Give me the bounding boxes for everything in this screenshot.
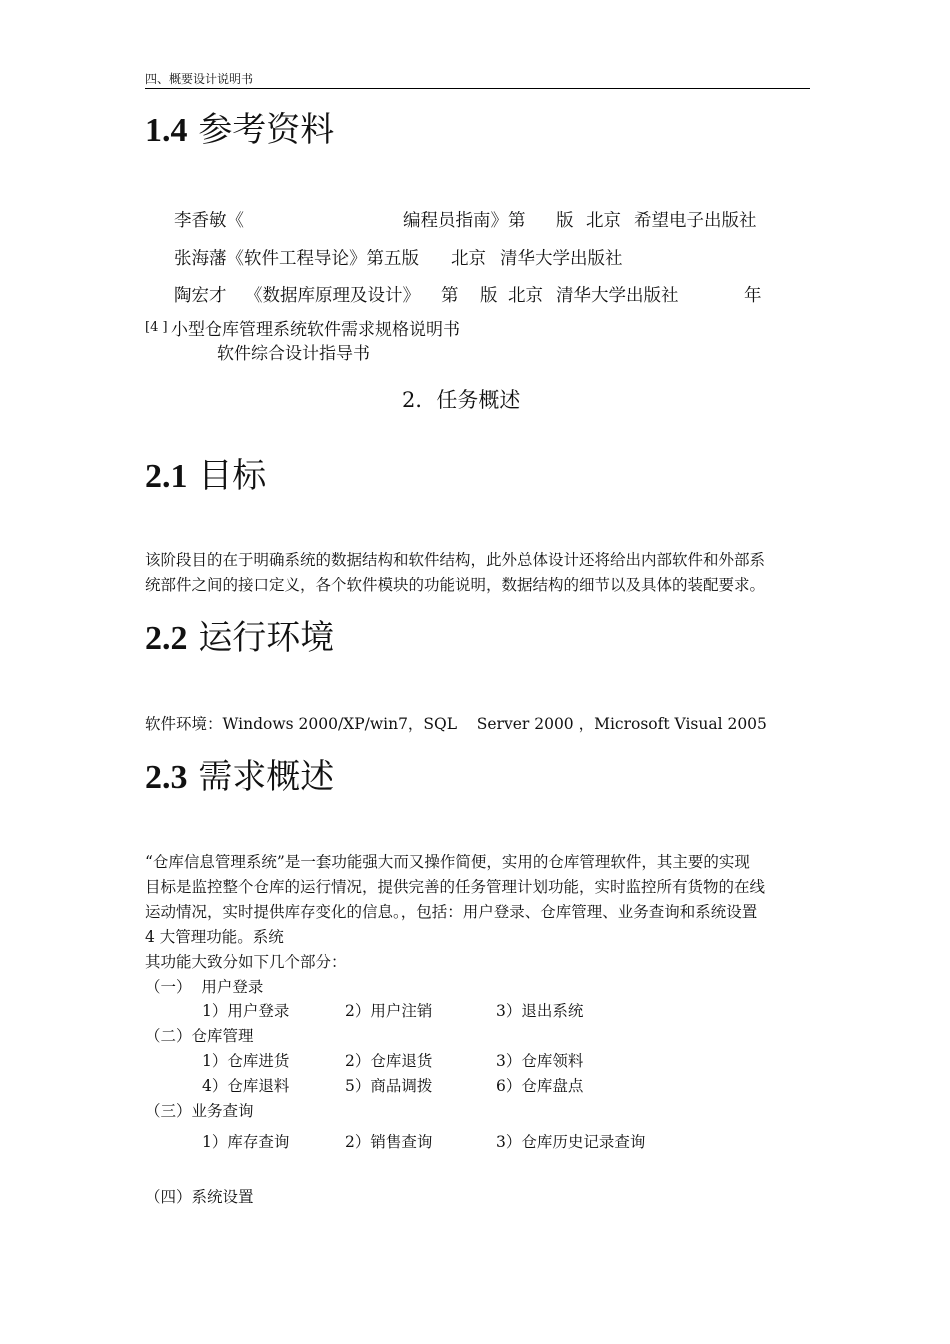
ref-3-year: 年 — [744, 286, 762, 306]
list-item: 6）仓库盘点 — [496, 1077, 584, 1095]
list-item: 1）用户登录 — [202, 1002, 290, 1020]
ref-1-author: 李香敏《 — [174, 211, 244, 231]
ref-1-edition: 版 — [556, 211, 574, 231]
list-item: 4）仓库退料 — [202, 1077, 290, 1095]
list-item: 1）库存查询 — [202, 1133, 290, 1151]
section-heading-1-4 — [145, 110, 334, 151]
group-warehouse-management: （二）仓库管理 — [145, 1027, 254, 1045]
list-item: 5）商品调拨 — [345, 1077, 433, 1095]
section-number: 2.2 — [145, 620, 188, 657]
section-number: 1.4 — [145, 112, 188, 149]
overview-line-1: “仓库信息管理系统”是一套功能强大而又操作简便，实用的仓库管理软件，其主要的实现 — [145, 853, 750, 871]
header-rule — [145, 88, 810, 89]
chapter-number: 2． — [402, 388, 437, 412]
running-header: 四、概要设计说明书 — [145, 72, 254, 86]
goal-paragraph-line-2: 统部件之间的接口定义，各个软件模块的功能说明，数据结构的细节以及具体的装配要求。 — [145, 576, 766, 594]
section-heading-2-1 — [145, 456, 266, 497]
ref-1-title: 编程员指南》第 — [403, 211, 526, 231]
section-number: 2.1 — [145, 458, 188, 495]
list-item: 3）仓库历史记录查询 — [496, 1133, 646, 1151]
overview-line-4: 4 大管理功能。系统 — [145, 928, 284, 946]
section-title: 目标 — [198, 456, 267, 496]
chapter-title: 任务概述 — [436, 388, 521, 412]
section-number: 2.3 — [145, 759, 188, 796]
ref-3-edition-prefix: 第 — [441, 286, 459, 306]
section-heading-2-3 — [145, 757, 334, 798]
section-heading-2-2 — [145, 618, 334, 659]
list-item: 3）退出系统 — [496, 1002, 584, 1020]
ref-1-publisher: 希望电子出版社 — [634, 211, 757, 231]
section-title: 参考资料 — [198, 110, 335, 150]
group-user-login: （一） 用户登录 — [145, 978, 264, 996]
group-business-query: （三）业务查询 — [145, 1102, 254, 1120]
goal-paragraph-line-1: 该阶段目的在于明确系统的数据结构和软件结构，此外总体设计还将给出内部软件和外部系 — [145, 551, 766, 569]
overview-line-2: 目标是监控整个仓库的运行情况，提供完善的任务管理计划功能，实时监控所有货物的在线 — [145, 878, 766, 896]
ref-2-publisher: 清华大学出版社 — [500, 249, 623, 269]
list-item: 3）仓库领料 — [496, 1052, 584, 1070]
list-item: 2）销售查询 — [345, 1133, 433, 1151]
ref-3-title: 《数据库原理及设计》 — [245, 286, 420, 306]
ref-1-city: 北京 — [586, 211, 621, 231]
ref-3-author: 陶宏才 — [174, 286, 227, 306]
overview-line-3: 运动情况，实时提供库存变化的信息。，包括：用户登录、仓库管理、业务查询和系统设置 — [145, 903, 758, 921]
section-title: 需求概述 — [198, 757, 335, 797]
chapter-heading-2 — [402, 384, 520, 414]
ref-2-city: 北京 — [451, 249, 486, 269]
ref-4-title: 小型仓库管理系统软件需求规格说明书 — [171, 320, 460, 340]
ref-4-number: [4 ] — [145, 320, 168, 335]
ref-3-edition: 版 — [480, 286, 498, 306]
list-item: 1）仓库进货 — [202, 1052, 290, 1070]
section-title: 运行环境 — [198, 618, 335, 658]
group-system-settings: （四）系统设置 — [145, 1188, 254, 1206]
ref-3-city: 北京 — [508, 286, 543, 306]
ref-5-title: 软件综合设计指导书 — [217, 344, 370, 364]
list-item: 2）用户注销 — [345, 1002, 433, 1020]
overview-line-5: 其功能大致分如下几个部分： — [145, 953, 347, 971]
list-item: 2）仓库退货 — [345, 1052, 433, 1070]
ref-2-title: 张海藩《软件工程导论》第五版 — [174, 249, 419, 269]
environment-text: 软件环境：Windows 2000/XP/win7，SQL Server 2000 ，Microsoft Visual 2005 — [145, 715, 767, 733]
ref-3-publisher: 清华大学出版社 — [556, 286, 679, 306]
